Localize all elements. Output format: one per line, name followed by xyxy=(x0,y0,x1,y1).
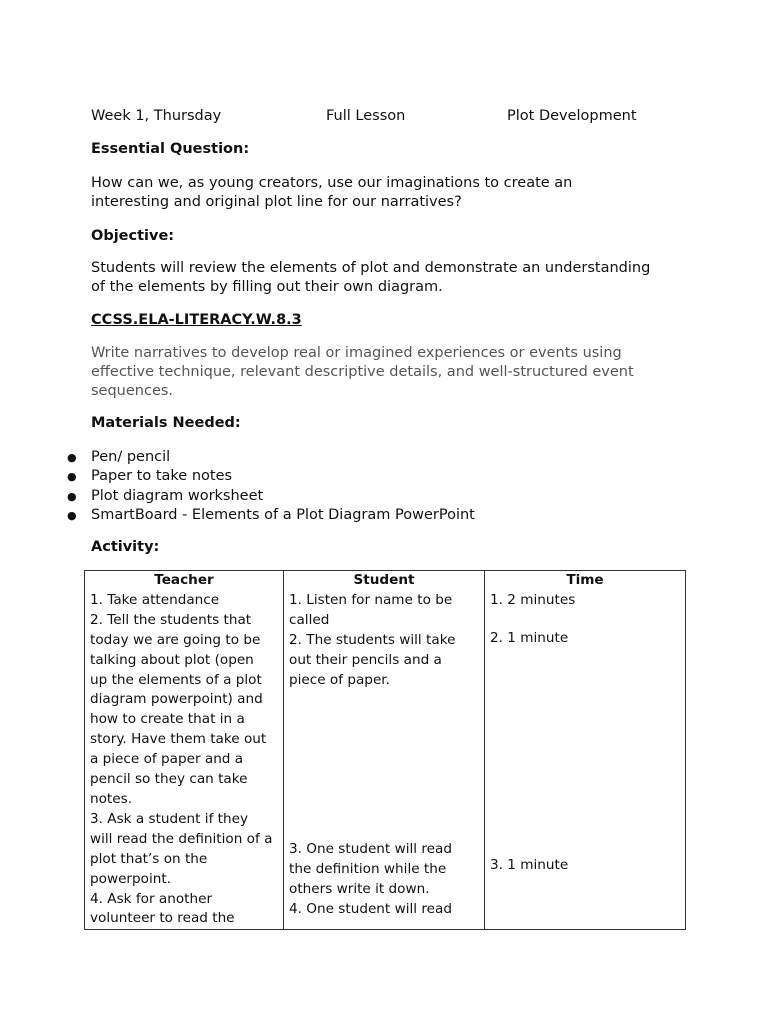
spacer xyxy=(289,690,479,840)
objective-line: of the elements by filling out their own diagram. xyxy=(91,279,443,295)
student-cell: 1. Listen for name to be called 2. The students will take out their pencils and a piece of paper. 3. One student will read the definition while the others write it down. 4. One student will read xyxy=(284,591,485,930)
essential-question-heading: Essential Question: xyxy=(91,141,250,157)
column-header-time: Time xyxy=(485,571,686,591)
list-item: ● SmartBoard - Elements of a Plot Diagram PowerPoint xyxy=(0,506,475,525)
list-item: ● Pen/ pencil xyxy=(0,448,475,467)
activity-table xyxy=(84,570,686,930)
bullet-icon: ● xyxy=(67,489,77,503)
table-row xyxy=(85,591,686,930)
activity-heading: Activity: xyxy=(91,539,160,555)
header-lesson-type: Full Lesson xyxy=(326,108,406,124)
bullet-icon: ● xyxy=(67,451,77,464)
standard-line: sequences. xyxy=(91,383,174,399)
spacer xyxy=(490,649,680,856)
essential-question-line: How can we, as young creators, use our imaginations to create an xyxy=(91,175,573,191)
header-topic: Plot Development xyxy=(507,108,637,124)
standard-line: Write narratives to develop real or imagined experiences or events using xyxy=(91,345,622,361)
bullet-icon: ● xyxy=(67,470,77,484)
essential-question-line: interesting and original plot line for our narratives? xyxy=(91,194,462,210)
materials-list xyxy=(0,448,475,525)
list-item: ● Paper to take notes xyxy=(0,467,475,486)
standard-code-link[interactable]: CCSS.ELA-LITERACY.W.8.3 xyxy=(91,312,302,328)
column-header-student: Student xyxy=(284,571,485,591)
table-header-row xyxy=(85,571,686,591)
standard-line: effective technique, relevant descriptive details, and well-structured event xyxy=(91,364,634,380)
header-week: Week 1, Thursday xyxy=(91,108,222,124)
time-cell: 1. 2 minutes 2. 1 minute 3. 1 minute xyxy=(485,591,686,930)
bullet-icon: ● xyxy=(67,508,77,522)
list-item: ● Plot diagram worksheet xyxy=(0,487,475,506)
spacer xyxy=(490,611,680,629)
objective-heading: Objective: xyxy=(91,228,175,244)
materials-heading: Materials Needed: xyxy=(91,415,241,431)
teacher-cell: 1. Take attendance 2. Tell the students that today we are going to be talking about plot (open up the elements of a plot diagram powerpoint) and how to create that in a story. Have them take out a piece of paper and a pencil so they can take notes. 3. Ask a student if they will read the definition of a plot that’s on the powerpoint. 4. Ask for another volunteer to read the xyxy=(85,591,284,930)
objective-line: Students will review the elements of plot and demonstrate an understanding xyxy=(91,260,651,276)
column-header-teacher: Teacher xyxy=(85,571,284,591)
